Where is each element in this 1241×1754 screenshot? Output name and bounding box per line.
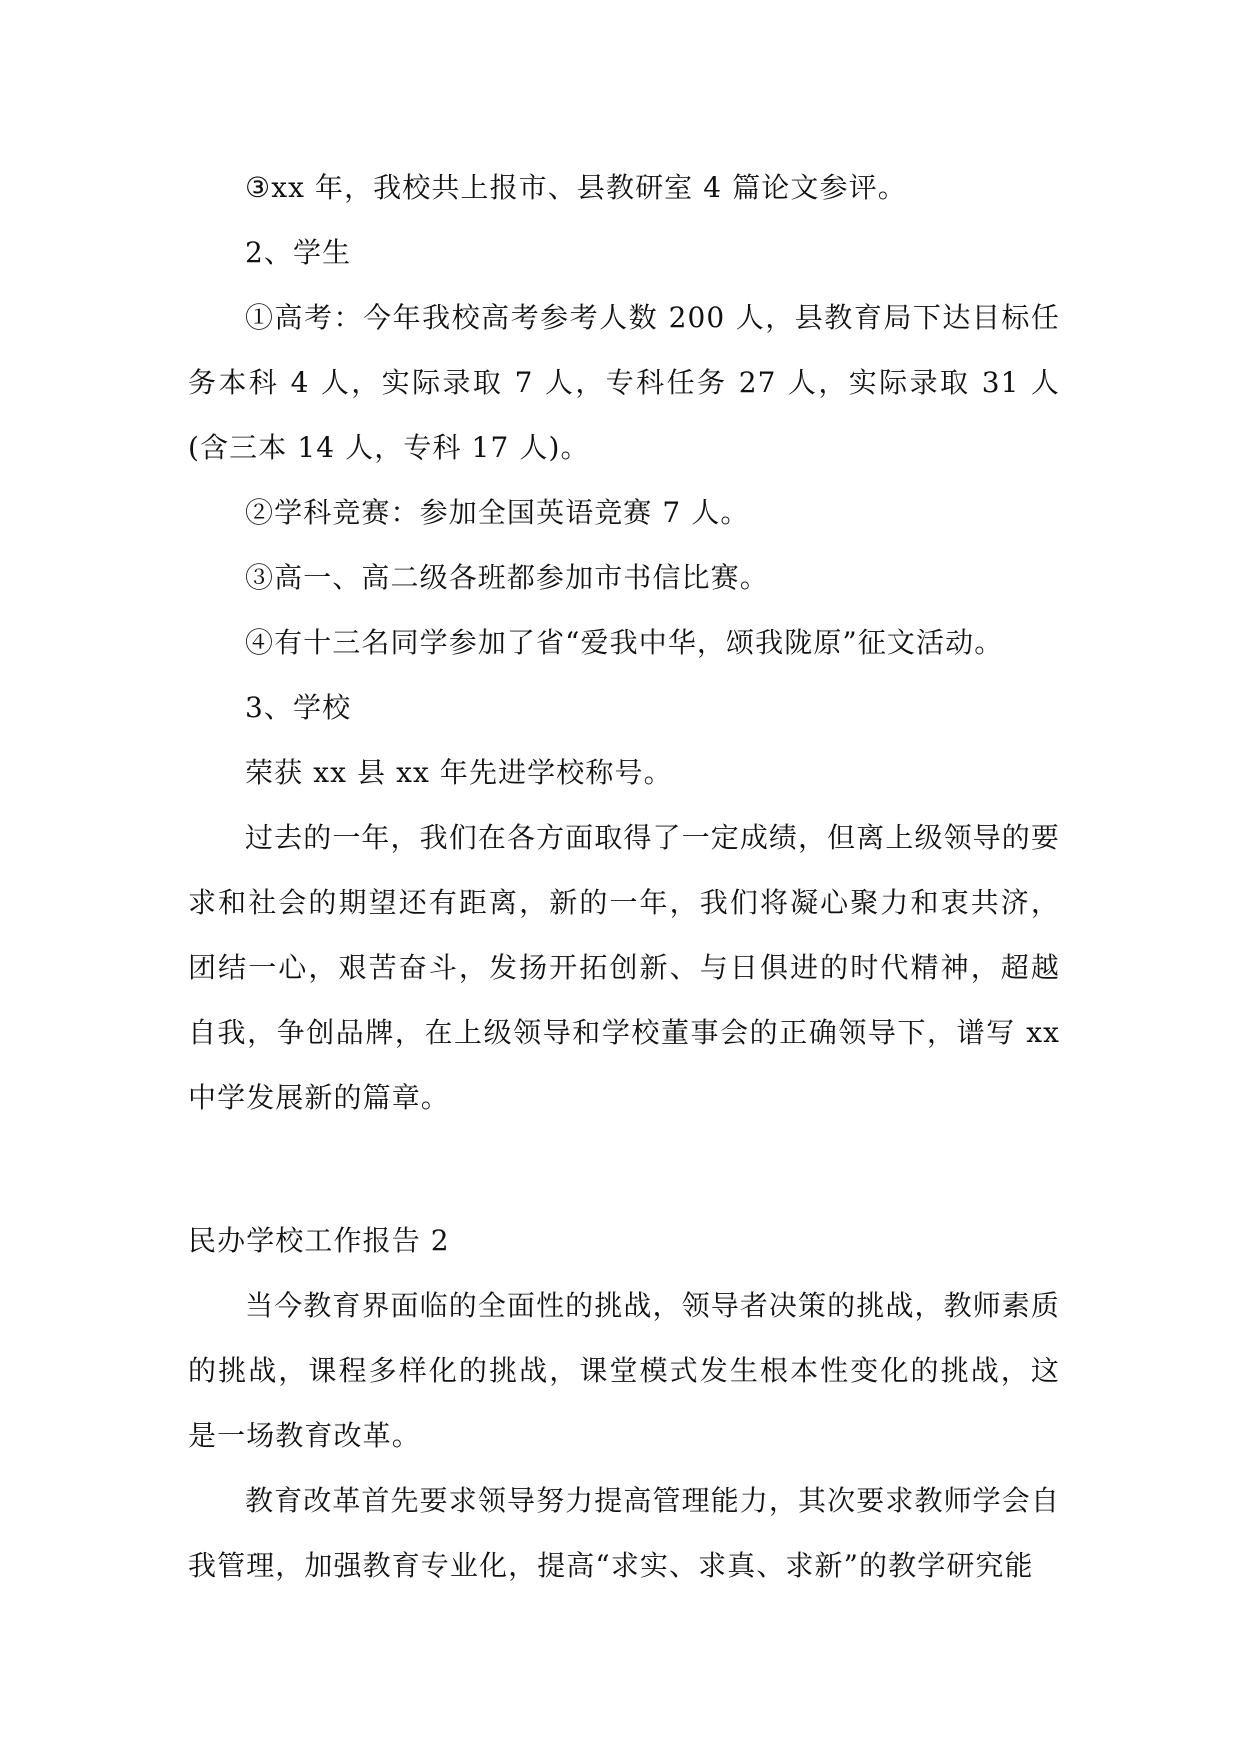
paragraph-papers: ③xx 年，我校共上报市、县教研室 4 篇论文参评。: [245, 171, 907, 204]
paragraph-reform: 教育改革首先要求领导努力提高管理能力，其次要求教师学会自我管理，加强教育专业化，提高“求实、求真、求新”的教学研究能: [188, 1484, 1060, 1582]
paragraph-letter-contest: ③高一、高二级各班都参加市书信比赛。: [245, 561, 769, 594]
heading-students: 2、学生: [245, 236, 352, 269]
paragraph-competition: ②学科竞赛：参加全国英语竞赛 7 人。: [245, 496, 750, 529]
paragraph-essay-activity: ④有十三名同学参加了省“爱我中华，颂我陇原”征文活动。: [245, 626, 1004, 659]
document-body: [188, 155, 1060, 1598]
paragraph-challenges: 当今教育界面临的全面性的挑战，领导者决策的挑战，教师素质的挑战，课程多样化的挑战，课堂模式发生根本性变化的挑战，这是一场教育改革。: [188, 1289, 1060, 1452]
paragraph-summary: 过去的一年，我们在各方面取得了一定成绩，但离上级领导的要求和社会的期望还有距离，新的一年，我们将凝心聚力和衷共济，团结一心，艰苦奋斗，发扬开拓创新、与日俱进的时代精神，超越自我，争创品牌，在上级领导和学校董事会的正确领导下，谱写 xx 中学发展新的篇章。: [188, 821, 1060, 1114]
paragraph-honor: 荣获 xx 县 xx 年先进学校称号。: [245, 756, 673, 789]
heading-school: 3、学校: [245, 691, 352, 724]
paragraph-gaokao: ①高考：今年我校高考参考人数 200 人，县教育局下达目标任务本科 4 人，实际录取 7 人，专科任务 27 人，实际录取 31 人(含三本 14 人，专科 17 人)。: [188, 301, 1060, 464]
section-title: 民办学校工作报告 2: [188, 1224, 450, 1257]
